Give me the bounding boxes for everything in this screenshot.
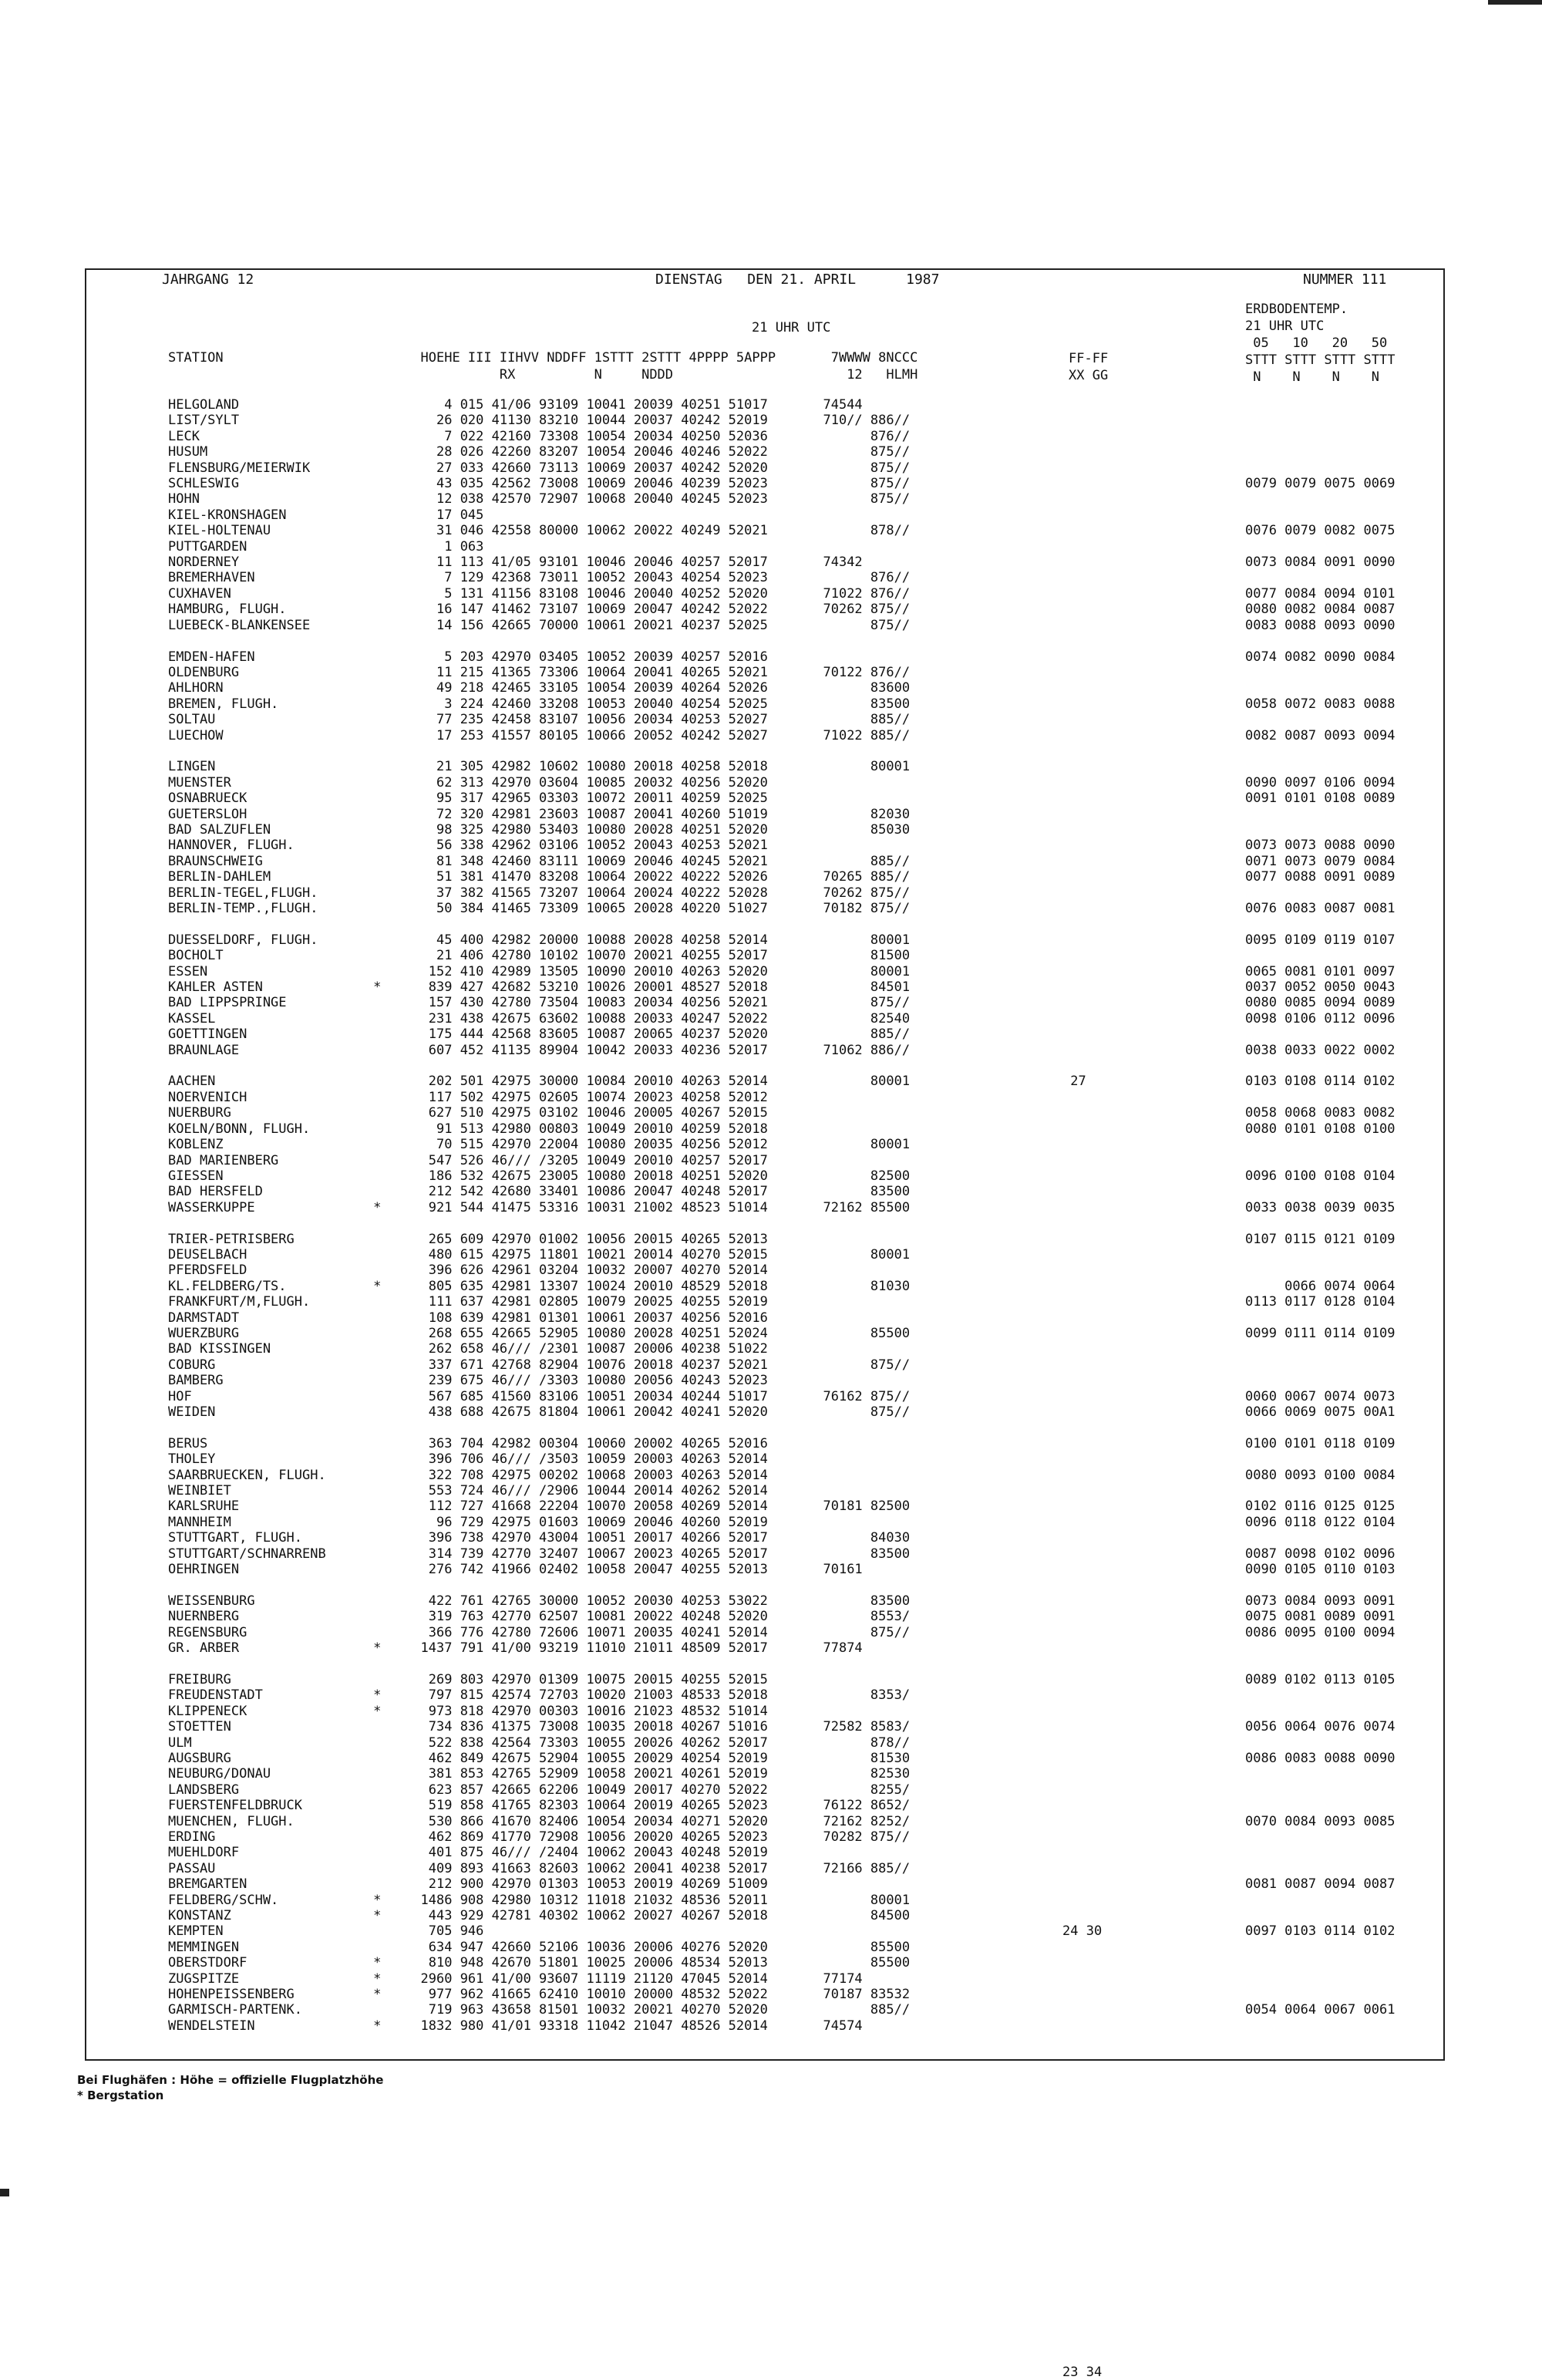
footnote-mountain: * Bergstation [77, 2088, 164, 2102]
soil-temp-column: 0079 0079 0075 0069 0076 0079 0082 0075 0073 0084 0091 0090 0077 0084 0094 0101 0080 0082 0084 0087 0083 0088 0093 0090 0074 0082 0090 0084 0058 0072 0083 0088 0082 0087 0093 0094 0090 0097 0106 0094 0091 0101 0108 0089 0073 0073 0088 0090 0071 0073 0079 0084 0077 0088 0091 0089 0076 0083 0087 0081 0095 0109 0119 0107 0065 0081 0101 0097 0037 0052 0050 0043 0080 0085 0094 0089 0098 0106 0112 0096 0038 0033 0022 0002 0103 0108 0114 0102 0058 0068 0083 0082 0080 0101 0108 0100 0096 0100 0108 0104 0033 0038 0039 0035 0107 0115 0121 0109 0066 0074 0064 0113 0117 0128 0104 0099 0111 0114 0109 0060 0067 0074 0073 0066 0069 0075 00A1 0100 0101 0118 0109 0080 0093 0100 0084 0102 0116 0125 0125 0096 0118 0122 0104 0087 0098 0102 0096 0090 0105 0110 0103 0073 0084 0093 0091 0075 0081 0089 0091 0086 0095 0100 0094 0089 0102 0113 0105 0056 0064 0076 0074 0086 0083 0088 0090 0070 0084 0093 0085 0081 0087 0094 0087 0097 0103 0114 0102 0054 0064 0067 0061 [1245, 476, 1396, 2018]
column-header: STATION HOEHE III IIHVV NDDFF 1STTT 2STTT 4PPPP 5APPP 7WWWW 8NCCC [168, 350, 918, 366]
soil-temp-caption: ERDBODENTEMP. 21 UHR UTC 05 10 20 50 STTT STTT STTT STTT N N N N [1245, 302, 1396, 385]
header-number: NUMMER 111 [1303, 271, 1387, 288]
header-volume: JAHRGANG 12 [162, 271, 254, 288]
ff-gust-column: 27 24 30 23 34 [1062, 1074, 1103, 2380]
station-table: HELGOLAND 4 015 41/06 93109 10041 20039 40251 51017 74544 LIST/SYLT 26 020 41130 83210 10044 20037 40242 52019 710// 886// LECK 7 022 42160 73308 10054 20034 40250 52036 876// HUSUM 28 026 42260 83207 10054 20046 40246 52022 875// FLENSBURG/MEIERWIK 27 033 42660 73113 10069 20037 40242 52020 875// SCHLESWIG 43 035 42562 73008 10069 20046 40239 52023 875// HOHN 12 038 42570 72907 10068 20040 40245 52023 875// KIEL-KRONSHAGEN 17 045 KIEL-HOLTENAU 31 046 42558 80000 10062 20022 40249 52021 878// PUTTGARDEN 1 063 NORDERNEY 11 113 41/05 93101 10046 20046 40257 52017 74342 BREMERHAVEN 7 129 42368 73011 10052 20043 40254 52023 876// CUXHAVEN 5 131 41156 83108 10046 20040 40252 52020 71022 876// HAMBURG, FLUGH. 16 147 41462 73107 10069 20047 40242 52022 70262 875// LUEBECK-BLANKENSEE 14 156 42665 70000 10061 20021 40237 52025 875// EMDEN-HAFEN 5 203 42970 03405 10052 20039 40257 52016 OLDENBURG 11 215 41365 73306 10064 20041 40265 52021 70122 876// AHLHORN 49 218 42465 33105 10054 20039 40264 52026 83600 BREMEN, FLUGH. 3 224 42460 33208 10053 20040 40254 52025 83500 SOLTAU 77 235 42458 83107 10056 20034 40253 52027 885// LUECHOW 17 253 41557 80105 10066 20052 40242 52027 71022 885// LINGEN 21 305 42982 10602 10080 20018 40258 52018 80001 MUENSTER 62 313 42970 03604 10085 20032 40256 52020 OSNABRUECK 95 317 42965 03303 10072 20011 40259 52025 GUETERSLOH 72 320 42981 23603 10087 20041 40260 51019 82030 BAD SALZUFLEN 98 325 42980 53403 10080 20028 40251 52020 85030 HANNOVER, FLUGH. 56 338 42962 03106 10052 20043 40253 52021 BRAUNSCHWEIG 81 348 42460 83111 10069 20046 40245 52021 885// BERLIN-DAHLEM 51 381 41470 83208 10064 20022 40222 52026 70265 885// BERLIN-TEGEL,FLUGH. 37 382 41565 73207 10064 20024 40222 52028 70262 875// BERLIN-TEMP.,FLUGH. 50 384 41465 73309 10065 20028 40220 51027 70182 875// DUESSELDORF, FLUGH. 45 400 42982 20000 10088 20028 40258 52014 80001 BOCHOLT 21 406 42780 10102 10070 20021 40255 52017 81500 ESSEN 152 410 42989 13505 10090 20010 40263 52020 80001 KAHLER ASTEN * 839 427 42682 53210 10026 20001 48527 52018 84501 BAD LIPPSPRINGE 157 430 42780 73504 10083 20034 40256 52021 875// KASSEL 231 438 42675 63602 10088 20033 40247 52022 82540 GOETTINGEN 175 444 42568 83605 10087 20065 40237 52020 885// BRAUNLAGE 607 452 41135 89904 10042 20033 40236 52017 71062 886// AACHEN 202 501 42975 30000 10084 20010 40263 52014 80001 NOERVENICH 117 502 42975 02605 10074 20023 40258 52012 NUERBURG 627 510 42975 03102 10046 20005 40267 52015 KOELN/BONN, FLUGH. 91 513 42980 00803 10049 20010 40259 52018 KOBLENZ 70 515 42970 22004 10080 20035 40256 52012 80001 BAD MARIENBERG 547 526 46/// /3205 10049 20010 40257 52017 GIESSEN 186 532 42675 23005 10080 20018 40251 52020 82500 BAD HERSFELD 212 542 42680 33401 10086 20047 40248 52017 83500 WASSERKUPPE * 921 544 41475 53316 10031 21002 48523 51014 72162 85500 TRIER-PETRISBERG 265 609 42970 01002 10056 20015 40265 52013 DEUSELBACH 480 615 42975 11801 10021 20014 40270 52015 80001 PFERDSFELD 396 626 42961 03204 10032 20007 40270 52014 KL.FELDBERG/TS. * 805 635 42981 13307 10024 20010 48529 52018 81030 FRANKFURT/M,FLUGH. 111 637 42981 02805 10079 20025 40255 52019 DARMSTADT 108 639 42981 01301 10061 20037 40256 52016 WUERZBURG 268 655 42665 52905 10080 20028 40251 52024 85500 BAD KISSINGEN 262 658 46/// /2301 10087 20006 40238 51022 COBURG 337 671 42768 82904 10076 20018 40237 52021 875// BAMBERG 239 675 46/// /3303 10080 20056 40243 52023 HOF 567 685 41560 83106 10051 20034 40244 51017 76162 875// WEIDEN 438 688 42675 81804 10061 20042 40241 52020 875// BERUS 363 704 42982 00304 10060 20002 40265 52016 THOLEY 396 706 46/// /3503 10059 20003 40263 52014 SAARBRUECKEN, FLUGH. 322 708 42975 00202 10068 20003 40263 52014 WEINBIET 553 724 46/// /2906 10044 20014 40262 52014 KARLSRUHE 112 727 41668 22204 10070 20058 40269 52014 70181 82500 MANNHEIM 96 729 42975 01603 10069 20046 40260 52019 STUTTGART, FLUGH. 396 738 42970 43004 10051 20017 40266 52017 84030 STUTTGART/SCHNARRENB 314 739 42770 32407 10067 20023 40265 52017 83500 OEHRINGEN 276 742 41966 02402 10058 20047 40255 52013 70161 WEISSENBURG 422 761 42765 30000 10052 20030 40253 53022 83500 NUERNBERG 319 763 42770 62507 10081 20022 40248 52020 8553/ REGENSBURG 366 776 42780 72606 10071 20035 40241 52014 875// GR. ARBER * 1437 791 41/00 93219 11010 21011 48509 52017 77874 FREIBURG 269 803 42970 01309 10075 20015 40255 52015 FREUDENSTADT * 797 815 42574 72703 10020 21003 48533 52018 8353/ KLIPPENECK * 973 818 42970 00303 10016 21023 48532 51014 STOETTEN 734 836 41375 73008 10035 20018 40267 51016 72582 8583/ ULM 522 838 42564 73303 10055 20026 40262 52017 878// AUGSBURG 462 849 42675 52904 10055 20029 40254 52019 81530 NEUBURG/DONAU 381 853 42765 52909 10058 20021 40261 52019 82530 LANDSBERG 623 857 42665 62206 10049 20017 40270 52022 8255/ FUERSTENFELDBRUCK 519 858 41765 82303 10064 20019 40265 52023 76122 8652/ MUENCHEN, FLUGH. 530 866 41670 82406 10054 20034 40271 52020 72162 8252/ ERDING 462 869 41770 72908 10056 20020 40265 52023 70282 875// MUEHLDORF 401 875 46/// /2404 10062 20043 40248 52019 PASSAU 409 893 41663 82603 10062 20041 40238 52017 72166 885// BREMGARTEN 212 900 42970 01303 10053 20019 40269 51009 FELDBERG/SCHW. * 1486 908 42980 10312 11018 21032 48536 52011 80001 KONSTANZ * 443 929 42781 40302 10062 20027 40267 52018 84500 KEMPTEN 705 946 MEMMINGEN 634 947 42660 52106 10036 20006 40276 52020 85500 OBERSTDORF * 810 948 42670 51801 10025 20006 48534 52013 85500 ZUGSPITZE * 2960 961 41/00 93607 11119 21120 47045 52014 77174 HOHENPEISSENBERG * 977 962 41665 62410 10010 20000 48532 52022 70187 83532 GARMISCH-PARTENK. 719 963 43658 81501 10032 20021 40270 52020 885// WENDELSTEIN * 1832 980 41/01 93318 11042 21047 48526 52014 74574 [168, 397, 911, 2034]
ff-caption: FF-FF XX GG [1069, 351, 1109, 383]
footnote-airport: Bei Flughäfen : Höhe = offizielle Flugplatzhöhe [77, 2073, 384, 2087]
time-caption: 21 UHR UTC [752, 320, 831, 335]
edge-mark-top [1488, 0, 1542, 5]
header-date: DIENSTAG DEN 21. APRIL 1987 [655, 271, 940, 288]
edge-mark [0, 2189, 9, 2196]
column-header-sub: RX N NDDD 12 HLMH [168, 367, 918, 383]
